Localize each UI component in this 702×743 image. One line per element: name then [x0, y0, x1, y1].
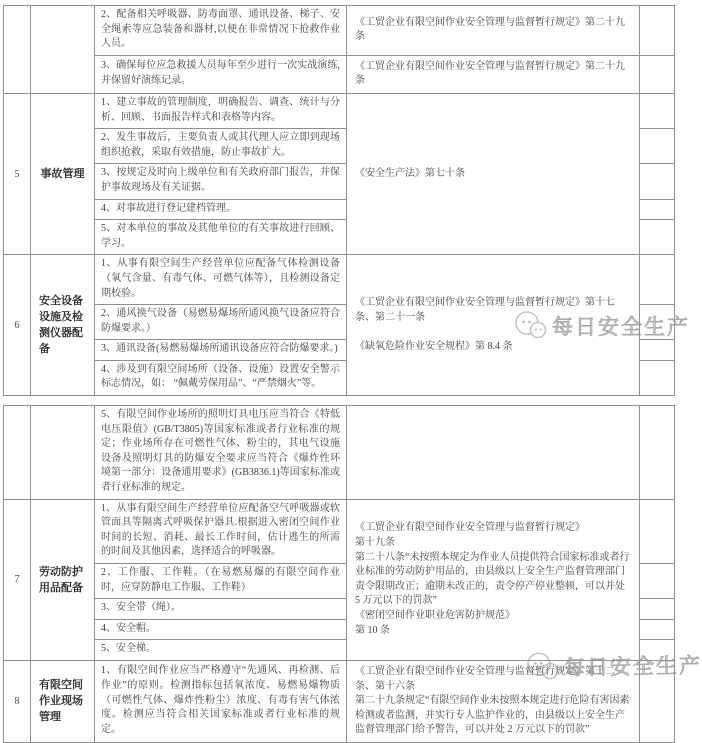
item-cell: 3、按规定及时向上级单位和有关政府部门报告，并保护事故现场及有关证据。 [94, 164, 346, 199]
row-number-cell: 6 [14, 319, 20, 331]
reference-text: 第十九条 [355, 537, 395, 549]
reference-text [355, 325, 631, 340]
row-number-cell [4, 6, 30, 93]
check-cell [639, 200, 674, 221]
check-cell [639, 220, 674, 254]
item-cell: 2、工作服、工作鞋。（在易燃易爆的有限空间作业时，应穿防静电工作服、工作鞋） [94, 564, 346, 599]
reference-text: 第 10 条 [355, 624, 390, 636]
reference-cell [346, 6, 639, 56]
reference-cell [346, 500, 639, 660]
item-cell: 4、安全帽。 [94, 620, 346, 641]
category-cell: 劳动防护用品配备 [30, 500, 94, 660]
reference-text: 《工贸企业有限空间作业安全管理与监督暂行规定》第十二条、第十六条 [355, 665, 615, 692]
row-number-cell [4, 406, 30, 499]
category-cell [30, 406, 94, 499]
check-cell [639, 406, 674, 499]
reference-cell [346, 406, 639, 499]
table-row-group [4, 93, 674, 254]
item-cell: 5、有限空间作业场所的照明灯具电压应当符合《特低电压限值》(GB/T3805)等国家标准或者行业标准的规定；作业场所存在可燃性气体、粉尘的，其电气设施设备及照明灯具的防爆安全要求应当符合《爆炸性环境第一部分：设备通用要求》(GB3836.1)等国家标准或者行业标准的规定。 [94, 406, 346, 499]
check-cell [639, 640, 674, 660]
item-cell: 1、从事有限空间生产经营单位应配备空气呼吸器或软管面具等隔离式呼吸保护器具.根据进入密闭空间作业时间的长短、消耗、最长工作时间，估计逃生的所需的时间及其他因素，选择适合的呼吸器。 [94, 500, 346, 564]
check-cell [639, 661, 674, 742]
table-row-group [4, 6, 674, 93]
item-cell: 2、通风换气设备（易燃易爆场所通风换气设备应符合防爆要求。） [94, 305, 346, 340]
reference-text: 《工贸企业有限空间作业安全管理与监督暂行规定》第二十九条 [355, 60, 625, 87]
check-cell [639, 564, 674, 599]
item-cell: 5、安全梯。 [94, 640, 346, 660]
reference-text: 《工贸企业有限空间作业安全管理与监督暂行规定》第十七条、第二十一条 [355, 297, 615, 323]
watermark-text: 每日安全生产 [563, 654, 702, 680]
item-cell: 3、安全带（绳）。 [94, 599, 346, 620]
reference-text: 第二十八条“未按照本规定为作业人员提供符合国家标准或者行业标准的劳动防护用品的，由县级以上安全生产监督管理部门责令限期改正；逾期未改正的，责令停产停业整顿，可以并处 5 万元以下的罚款” [355, 551, 630, 607]
item-cell: 1、建立事故的管理制度，明确报告、调查、统计与分析、回顾、书面报告样式和表格等内容。 [94, 94, 346, 129]
table-row-group [4, 254, 674, 395]
reference-text: 《工贸企业有限空间作业安全管理与监督暂行规定》 [355, 522, 585, 534]
safety-checklist-table [3, 5, 675, 743]
reference-text: 《工贸企业有限空间作业安全管理与监督暂行规定》第二十九条 [355, 16, 625, 43]
category-cell: 有限空间作业现场管理 [30, 661, 94, 742]
item-cell: 4、对事故进行登记建档管理。 [94, 200, 346, 221]
row-number-cell: 8 [14, 695, 20, 707]
category-cell: 安全设备设施及检测仪器配备 [30, 255, 94, 395]
reference-text: 《缺氧危险作业安全规程》第 8.4 条 [355, 340, 513, 352]
reference-cell [346, 94, 639, 254]
check-cell [639, 620, 674, 641]
check-cell [639, 129, 674, 164]
reference-cell [346, 661, 639, 742]
check-cell [639, 305, 674, 340]
check-cell [639, 361, 674, 395]
reference-text: 《安全生产法》第七十条 [355, 167, 465, 179]
item-cell: 1、从事有限空间生产经营单位应配备气体检测设备（氧气含量、有毒气体、可燃气体等），且检测设备定期校验。 [94, 255, 346, 305]
reference-cell [346, 255, 639, 395]
check-cell [639, 340, 674, 361]
check-cell [639, 255, 674, 305]
reference-text: 第二十九条规定“有限空间作业未按照本规定进行危险有害因素检测或者监测，并实行专人监护作业的，由县级以上安全生产监督管理部门给予警告，可以并处 2 万元以下的罚款” [355, 695, 630, 736]
check-cell [639, 56, 674, 93]
table-segment [3, 5, 675, 396]
check-cell [639, 164, 674, 199]
row-number-cell: 5 [14, 168, 20, 180]
watermark-text: 每日安全生产 [552, 316, 690, 339]
item-cell: 5、对本单位的事故及其他单位的有关事故进行回顾、学习。 [94, 220, 346, 254]
reference-cell [346, 56, 639, 93]
check-cell [639, 94, 674, 129]
check-cell [639, 599, 674, 620]
table-row-group [4, 499, 674, 660]
table-row-group [4, 406, 674, 499]
item-cell: 4、涉及到有限空间场所（设备、设施）设置安全警示标志情况，如： “佩戴劳保用品”、“严禁烟火”等。 [94, 361, 346, 395]
row-number-cell: 7 [14, 574, 20, 586]
check-cell [639, 500, 674, 564]
category-cell: 事故管理 [30, 94, 94, 254]
table-segment [3, 405, 675, 743]
check-cell [639, 6, 674, 56]
item-cell: 1、有限空间作业应当严格遵守“先通风、再检测、后作业”的原则。检测指标包括氧浓度、易燃易爆物质（可燃性气体、爆炸性粉尘）浓度、有毒有害气体浓度。检测应当符合相关国家标准或者行业标准的规定。 [94, 661, 346, 742]
category-cell [30, 6, 94, 93]
item-cell: 2、发生事故后，主要负责人或其代理人应立即到现场组织抢救，采取有效措施，防止事故扩大。 [94, 129, 346, 164]
item-cell: 3、确保每位应急救援人员每年至少进行一次实战演练,并保留好演练记录。 [94, 56, 346, 93]
item-cell: 3、通讯设备(易燃易爆场所通讯设备应符合防爆要求。) [94, 340, 346, 361]
table-row-group [4, 660, 674, 742]
reference-text: 《密闭空间作业职业危害防护规范》 [355, 609, 515, 621]
item-cell: 2、配备相关呼吸器、防毒面罩、通讯设备、梯子、安全绳索等应急装备和器材,以便在非常情况下抢救作业人员。 [94, 6, 346, 56]
